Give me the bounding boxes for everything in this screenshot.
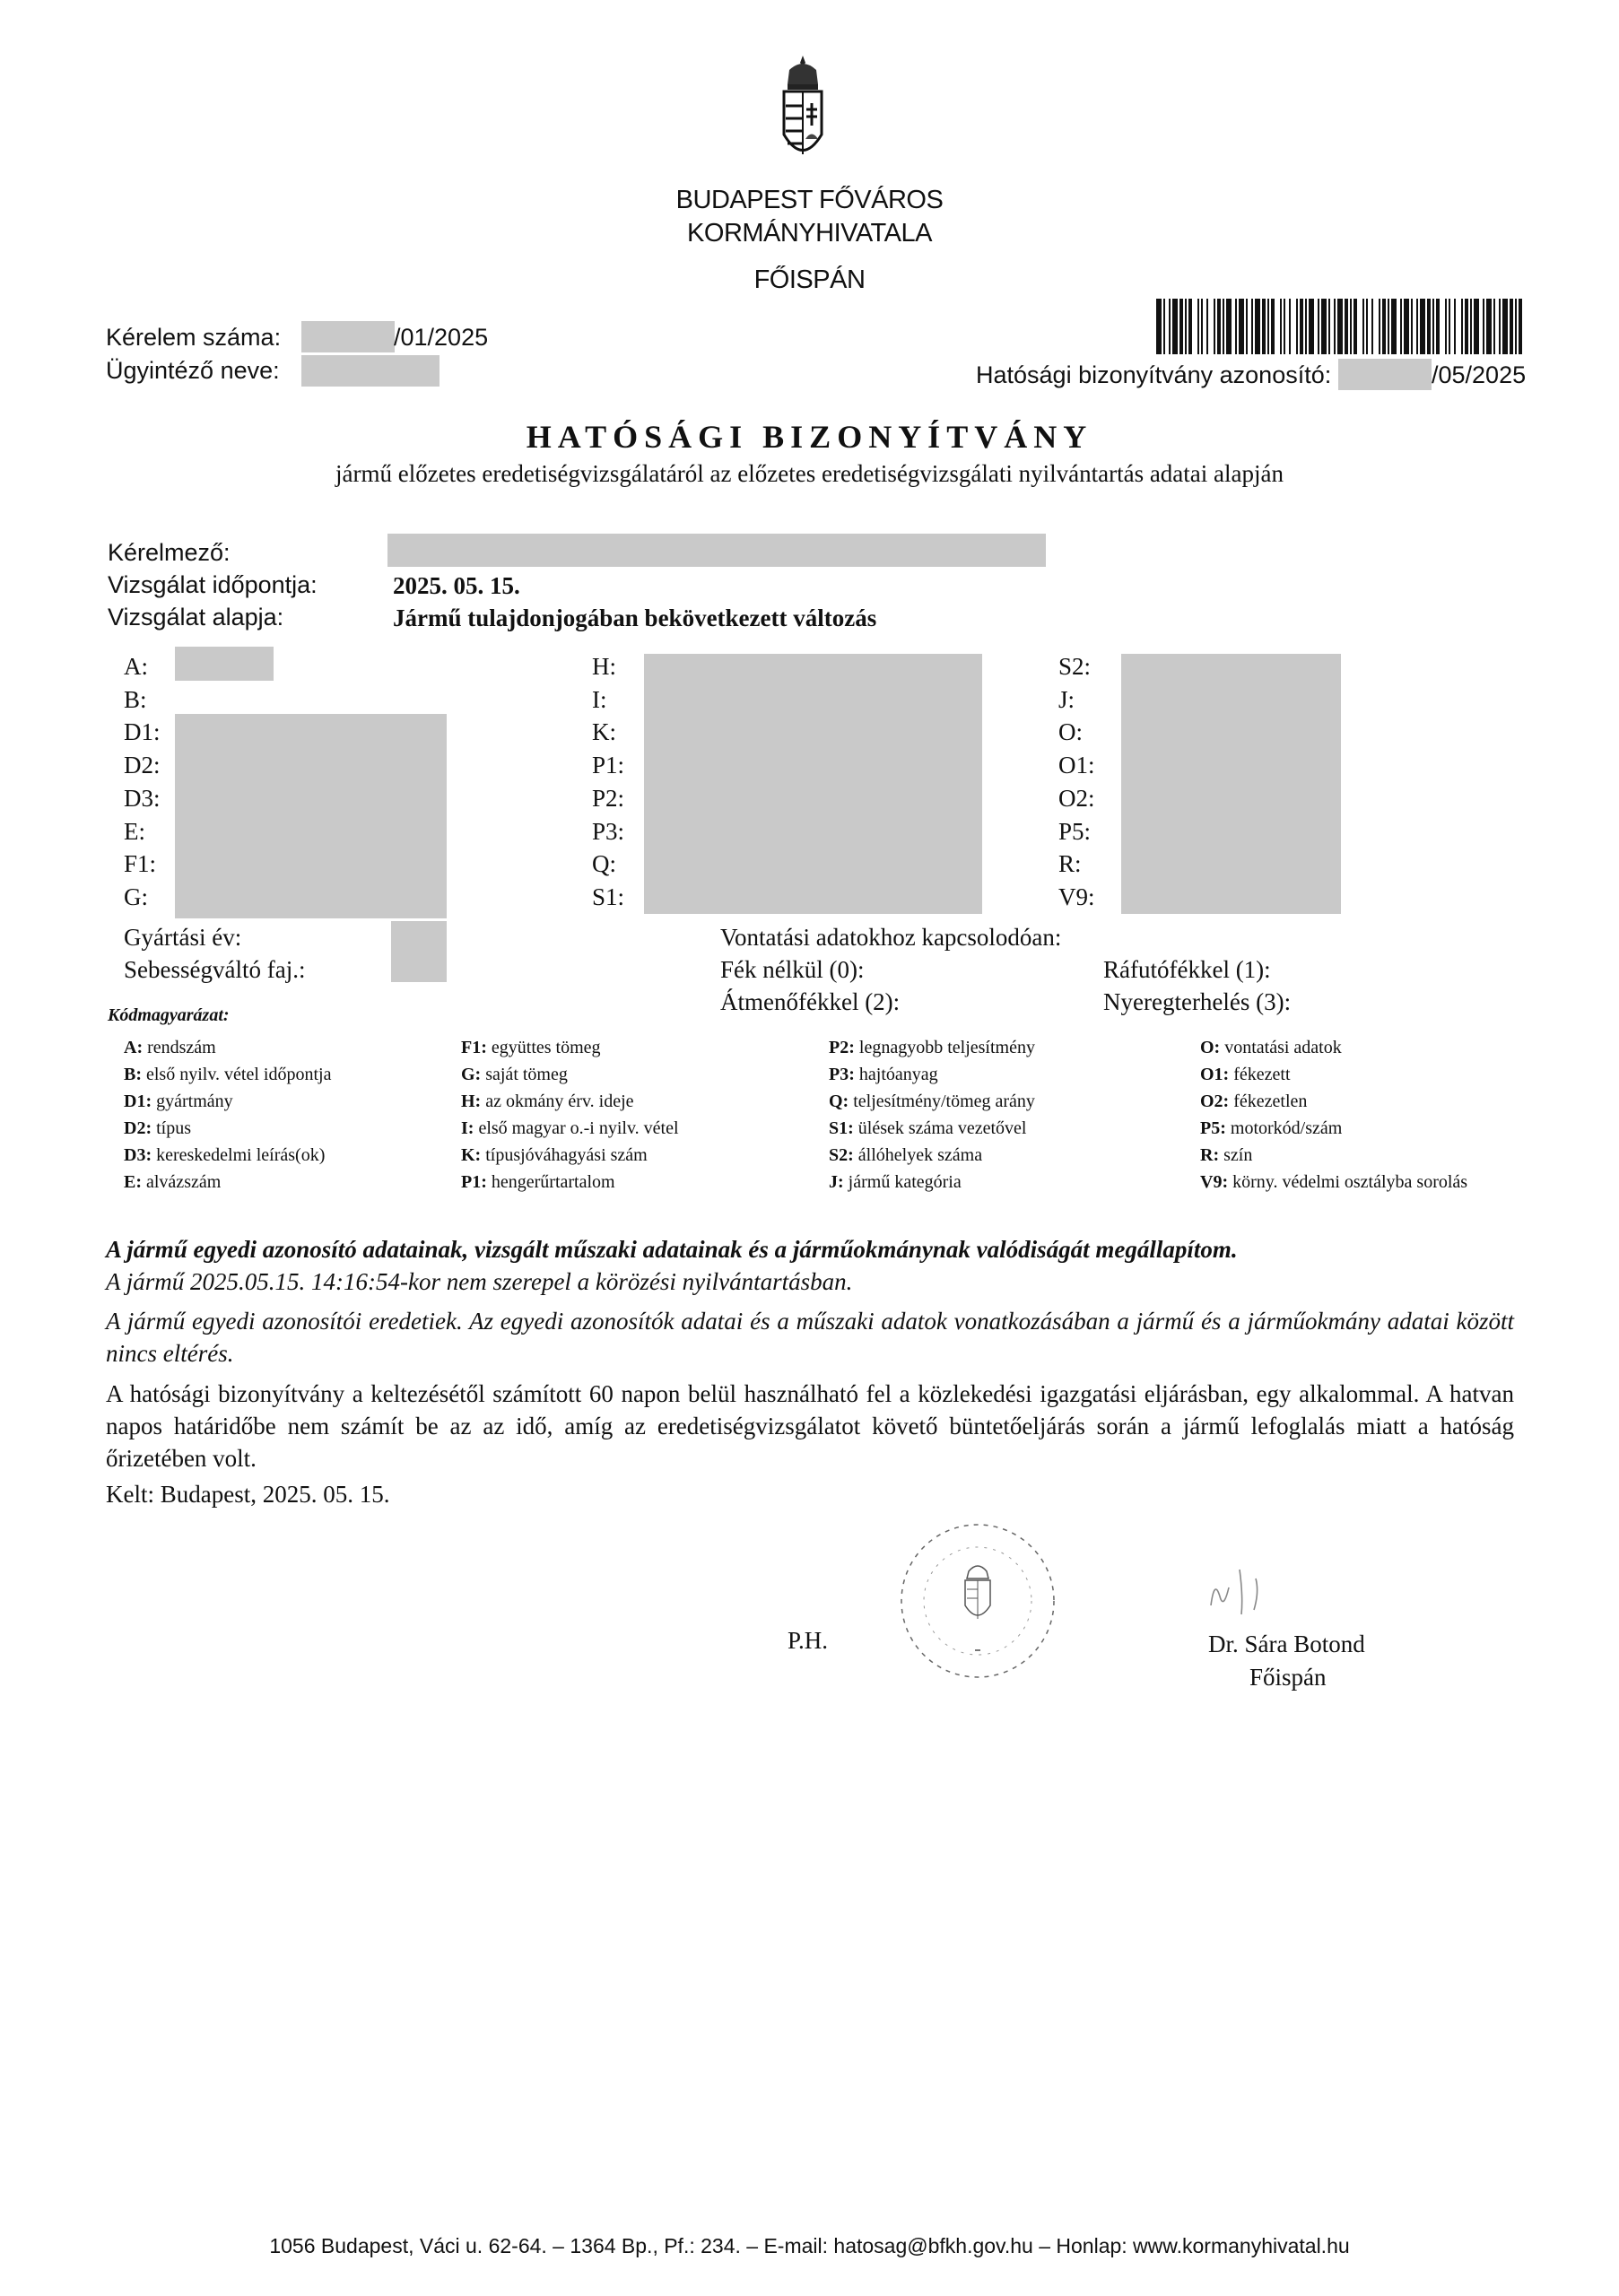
barcode-bar: [1239, 299, 1244, 354]
code-label: H:: [592, 653, 616, 680]
stolen-check-statement: A jármű 2025.05.15. 14:16:54-kor nem szerepel a körözési nyilvántartásban.: [106, 1268, 853, 1295]
agency-role: FŐISPÁN: [753, 265, 866, 294]
legend-text: együttes tömeg: [486, 1038, 601, 1057]
towing-title: Vontatási adatokhoz kapcsolodóan:: [720, 924, 1062, 951]
barcode-bar: [1334, 299, 1336, 354]
barcode-bar: [1436, 299, 1440, 354]
barcode-bar: [1223, 299, 1224, 354]
legend-item: [1200, 1145, 1252, 1166]
legend-text: első magyar o.-i nyilv. vétel: [474, 1118, 679, 1138]
legend-text: ülések száma vezetővel: [853, 1118, 1027, 1138]
redaction-block: [1121, 654, 1341, 914]
barcode-bar: [1267, 299, 1269, 354]
legend-text: hengerűrtartalom: [486, 1172, 615, 1192]
legend-text: szín: [1219, 1145, 1253, 1165]
towing-through-brake: Átmenőfékkel (2):: [720, 988, 901, 1015]
legend-code: V9:: [1200, 1172, 1229, 1192]
code-label: I:: [592, 685, 607, 713]
legend-code: Q:: [829, 1091, 849, 1111]
legend-text: kereskedelmi leírás(ok): [152, 1145, 326, 1165]
applicant-label: Kérelmező:: [108, 539, 231, 566]
legend-text: saját tömeg: [481, 1065, 568, 1084]
redaction-block: [301, 321, 395, 352]
code-label: P5:: [1058, 817, 1092, 845]
code-label: O2:: [1058, 784, 1095, 812]
barcode-bar: [1420, 299, 1425, 354]
code-label: Q:: [592, 850, 616, 878]
barcode-bar: [1432, 299, 1434, 354]
certificate-id-suffix: /05/2025: [1432, 361, 1527, 388]
ph-label: P.H.: [788, 1627, 829, 1654]
code-label: S1:: [592, 883, 625, 910]
legend-code: P1:: [461, 1172, 487, 1192]
barcode-bar: [1305, 299, 1307, 354]
legend-text: állóhelyek száma: [853, 1145, 983, 1165]
barcode-bar: [1354, 299, 1357, 354]
legend-text: jármű kategória: [843, 1172, 962, 1192]
exam-basis-value: Jármű tulajdonjogában bekövetkezett változás: [393, 604, 877, 631]
code-label: R:: [1058, 850, 1082, 878]
barcode-bar: [1172, 299, 1178, 354]
redaction-block: [391, 921, 447, 982]
barcode-bar: [1246, 299, 1248, 354]
legend-item: [829, 1091, 1035, 1112]
barcode-bar: [1206, 299, 1208, 354]
barcode-bar: [1350, 299, 1352, 354]
legend-code: G:: [461, 1065, 482, 1084]
barcode-bar: [1379, 299, 1380, 354]
legend-text: gyártmány: [152, 1091, 233, 1111]
code-label: G:: [124, 883, 148, 910]
code-label: B:: [124, 685, 147, 713]
towing-overrun-brake: Ráfutófékkel (1):: [1103, 956, 1271, 983]
barcode-bar: [1411, 299, 1413, 354]
barcode-bar: [1262, 299, 1266, 354]
code-label: S2:: [1058, 653, 1092, 680]
legend-item: [461, 1145, 648, 1166]
barcode-bar: [1345, 299, 1348, 354]
legend-text: első nyilv. vétel időpontja: [142, 1065, 332, 1084]
barcode-bar: [1201, 299, 1203, 354]
barcode-bar: [1499, 299, 1501, 354]
legend-item: [1200, 1065, 1291, 1085]
agency-name-line2: KORMÁNYHIVATALA: [687, 219, 932, 248]
barcode-bar: [1502, 299, 1508, 354]
code-label: O:: [1058, 718, 1083, 746]
barcode-bar: [1169, 299, 1171, 354]
code-label: A:: [124, 653, 148, 680]
legend-item: [461, 1091, 634, 1112]
barcode-bar: [1474, 299, 1479, 354]
legend-text: körny. védelmi osztályba sorolás: [1228, 1172, 1468, 1192]
barcode-bar: [1461, 299, 1463, 354]
certificate-id-label: Hatósági bizonyítvány azonosító:: [976, 361, 1332, 388]
barcode-bar: [1226, 299, 1232, 354]
legend-text: hajtóanyag: [854, 1065, 938, 1084]
redaction-block: [644, 654, 982, 914]
legend-code: F1:: [461, 1038, 487, 1057]
barcode-bar: [1493, 299, 1495, 354]
legend-text: motorkód/szám: [1225, 1118, 1343, 1138]
legend-text: típusjóváhagyási szám: [481, 1145, 648, 1165]
legend-code: P2:: [829, 1038, 855, 1057]
legend-item: [124, 1038, 216, 1058]
legend-item: [1200, 1091, 1307, 1112]
legend-code: E:: [124, 1172, 142, 1192]
manufacture-year-label: Gyártási év:: [124, 924, 242, 951]
legend-item: [124, 1118, 191, 1139]
barcode-bar: [1235, 299, 1237, 354]
footer-contact: 1056 Budapest, Váci u. 62-64. – 1364 Bp., Pf.: 234. – E-mail: hatosag@bfkh.gov.hu – Honlap: www.kormanyhivatal.hu: [269, 2234, 1350, 2257]
barcode-bar: [1321, 299, 1327, 354]
signatory-name: Dr. Sára Botond: [1208, 1631, 1365, 1657]
legend-code: H:: [461, 1091, 482, 1111]
code-label: P1:: [592, 752, 625, 779]
barcode-bar: [1366, 299, 1368, 354]
hungarian-coat-of-arms-icon: [771, 54, 834, 170]
gearbox-type-label: Sebességváltó faj.:: [124, 956, 306, 983]
request-number-label: Kérelem száma:: [106, 324, 282, 351]
barcode-bar: [1318, 299, 1319, 354]
barcode-bar: [1445, 299, 1447, 354]
legend-item: [461, 1118, 679, 1139]
barcode-bar: [1362, 299, 1364, 354]
barcode: [1156, 299, 1527, 354]
code-label: O1:: [1058, 752, 1095, 779]
barcode-bar: [1427, 299, 1431, 354]
barcode-bar: [1486, 299, 1492, 354]
code-label: E:: [124, 817, 145, 845]
barcode-bar: [1454, 299, 1456, 354]
barcode-bar: [1328, 299, 1330, 354]
barcode-bar: [1163, 299, 1165, 354]
signatory-role: Főispán: [1249, 1664, 1327, 1691]
document-title: HATÓSÁGI BIZONYÍTVÁNY: [526, 419, 1093, 455]
towing-saddle-load: Nyeregterhelés (3):: [1103, 988, 1292, 1015]
barcode-bar: [1188, 299, 1192, 354]
dated-line: Kelt: Budapest, 2025. 05. 15.: [106, 1481, 390, 1508]
barcode-bar: [1449, 299, 1450, 354]
barcode-bar: [1179, 299, 1183, 354]
legend-item: [124, 1172, 221, 1193]
legend-item: [829, 1038, 1035, 1058]
legend-code: S1:: [829, 1118, 854, 1138]
legend-code: O1:: [1200, 1065, 1230, 1084]
legend-code: D3:: [124, 1145, 152, 1165]
legend-item: [1200, 1038, 1342, 1058]
barcode-bar: [1388, 299, 1389, 354]
barcode-bar: [1300, 299, 1303, 354]
legend-item: [829, 1065, 938, 1085]
barcode-bar: [1382, 299, 1386, 354]
legend-text: vontatási adatok: [1220, 1038, 1342, 1057]
legend-item: [1200, 1118, 1342, 1139]
signature-scribble: [1193, 1543, 1292, 1623]
legend-code: P3:: [829, 1065, 855, 1084]
barcode-bar: [1400, 299, 1402, 354]
redaction-block: [175, 647, 274, 681]
legend-code: R:: [1200, 1145, 1220, 1165]
legend-item: [461, 1038, 601, 1058]
barcode-bar: [1519, 299, 1522, 354]
legend-item: [829, 1145, 982, 1166]
barcode-bar: [1391, 299, 1397, 354]
legend-item: [829, 1118, 1026, 1139]
barcode-bar: [1416, 299, 1418, 354]
validity-statement: A hatósági bizonyítvány a keltezésétől számított 60 napon belül használható fel a közlekedési igazgatási eljárásban, egy alkalommal. A hatvan napos határidőbe nem számít be az az idő, amíg az eredetiségvizsgálatot követő büntetőeljárás során a jármű lefoglalás miatt a hatóság őrizetében volt.: [106, 1380, 1514, 1472]
legend-item: [461, 1065, 568, 1085]
legend-item: [124, 1145, 325, 1166]
legend-code: O2:: [1200, 1091, 1230, 1111]
barcode-bar: [1284, 299, 1285, 354]
barcode-bar: [1217, 299, 1221, 354]
barcode-bar: [1510, 299, 1513, 354]
towing-no-brake: Fék nélkül (0):: [720, 956, 865, 983]
exam-date-label: Vizsgálat időpontja:: [108, 571, 318, 598]
official-stamp: [888, 1516, 1067, 1686]
redaction-block: [175, 714, 447, 918]
legend-code: A:: [124, 1038, 144, 1057]
barcode-bar: [1515, 299, 1517, 354]
barcode-bar: [1185, 299, 1187, 354]
legend-code: D1:: [124, 1091, 152, 1111]
exam-basis-label: Vizsgálat alapja:: [108, 604, 284, 631]
legend-text: az okmány érv. ideje: [481, 1091, 634, 1111]
barcode-bar: [1470, 299, 1472, 354]
legend-code: O:: [1200, 1038, 1221, 1057]
code-label: K:: [592, 718, 616, 746]
barcode-bar: [1156, 299, 1162, 354]
barcode-bar: [1280, 299, 1282, 354]
code-label: D3:: [124, 784, 161, 812]
legend-text: fékezett: [1229, 1065, 1291, 1084]
barcode-bar: [1251, 299, 1253, 354]
legend-code: K:: [461, 1145, 482, 1165]
legend-text: rendszám: [143, 1038, 216, 1057]
original-ids-statement: A jármű egyedi azonosítói eredetiek. Az egyedi azonosítók adatai és a műszaki adatok vonatkozásában a jármű és a járműokmány adatai között nincs eltérés.: [106, 1308, 1514, 1367]
verdict-statement: A jármű egyedi azonosító adatainak, vizsgált műszaki adatainak és a járműokmánynak valódiságát megállapítom.: [106, 1236, 1238, 1263]
code-label: J:: [1058, 685, 1075, 713]
code-label: V9:: [1058, 883, 1095, 910]
barcode-bar: [1337, 299, 1343, 354]
agency-name-line1: BUDAPEST FŐVÁROS: [675, 186, 944, 214]
barcode-bar: [1289, 299, 1291, 354]
document-subtitle: jármű előzetes eredetiségvizsgálatáról az előzetes eredetiségvizsgálati nyilvántartás adatai alapján: [335, 460, 1284, 487]
code-label: P2:: [592, 784, 625, 812]
barcode-bar: [1214, 299, 1215, 354]
legend-item: [829, 1172, 962, 1193]
legend-title: Kódmagyarázat:: [108, 1005, 230, 1025]
legend-code: J:: [829, 1172, 844, 1192]
legend-code: I:: [461, 1118, 474, 1138]
legend-code: P5:: [1200, 1118, 1226, 1138]
legend-code: S2:: [829, 1145, 854, 1165]
legend-item: [124, 1065, 331, 1085]
barcode-bar: [1371, 299, 1373, 354]
barcode-bar: [1197, 299, 1199, 354]
barcode-bar: [1271, 299, 1275, 354]
officer-name-label: Ügyintéző neve:: [106, 357, 280, 384]
request-number-suffix: /01/2025: [394, 324, 489, 351]
code-label: F1:: [124, 850, 157, 878]
barcode-bar: [1309, 299, 1314, 354]
code-label: D1:: [124, 718, 161, 746]
exam-date-value: 2025. 05. 15.: [393, 572, 520, 599]
legend-text: legnagyobb teljesítmény: [854, 1038, 1035, 1057]
legend-text: alvázszám: [142, 1172, 222, 1192]
legend-item: [1200, 1172, 1467, 1193]
legend-text: fékezetlen: [1229, 1091, 1308, 1111]
legend-item: [461, 1172, 615, 1193]
legend-text: teljesítmény/tömeg arány: [849, 1091, 1035, 1111]
redaction-block: [387, 534, 1046, 567]
barcode-bar: [1465, 299, 1468, 354]
legend-item: [124, 1091, 233, 1112]
redaction-block: [301, 355, 440, 387]
barcode-bar: [1255, 299, 1260, 354]
legend-code: D2:: [124, 1118, 152, 1138]
legend-code: B:: [124, 1065, 142, 1084]
barcode-bar: [1404, 299, 1409, 354]
code-label: D2:: [124, 752, 161, 779]
legend-text: típus: [152, 1118, 192, 1138]
code-label: P3:: [592, 817, 625, 845]
barcode-bar: [1483, 299, 1484, 354]
barcode-bar: [1296, 299, 1298, 354]
redaction-block: [1338, 359, 1432, 390]
